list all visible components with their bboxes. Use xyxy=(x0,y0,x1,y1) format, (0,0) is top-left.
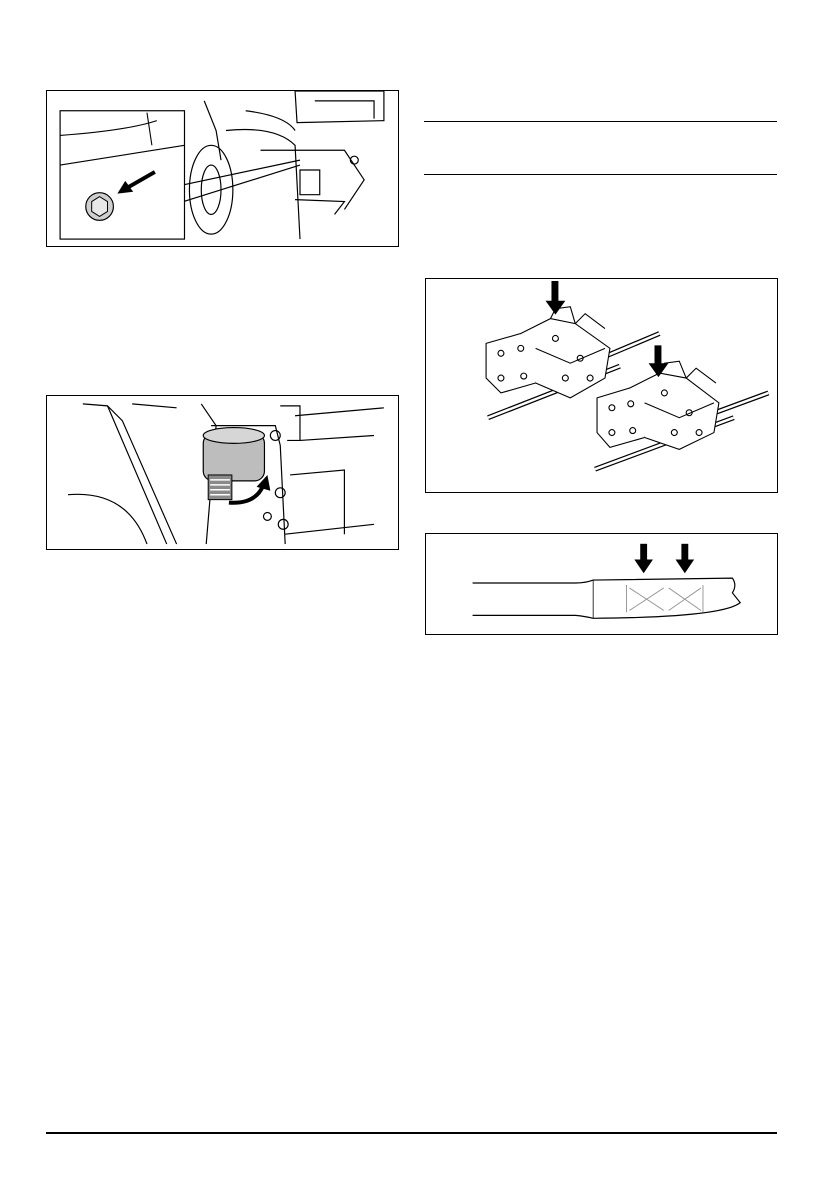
figure-transaxles xyxy=(425,278,778,493)
dipstick-blade-icon xyxy=(473,578,741,618)
drain-plug-illustration xyxy=(47,91,398,246)
figure-oil-filter xyxy=(46,395,399,550)
note-bottom-rule xyxy=(424,174,777,175)
dipstick-illustration xyxy=(426,534,777,634)
dipstick-level-marks-arrows-icon xyxy=(634,544,694,573)
dipstick-level-marks-icon xyxy=(627,585,703,612)
note-top-rule xyxy=(424,121,777,122)
figure-drain-plug xyxy=(46,90,399,247)
oil-filter-illustration xyxy=(47,396,398,549)
transaxles-illustration xyxy=(426,279,777,492)
transaxle-right-icon xyxy=(595,361,768,469)
oil-filter-canister-icon xyxy=(203,428,264,500)
transaxle-right-fill-arrow-icon xyxy=(649,345,669,377)
transaxle-left-fill-arrow-icon xyxy=(546,281,566,315)
figure-dipstick xyxy=(425,533,778,635)
drain-plug-bolt-icon xyxy=(86,193,114,221)
footer-rule xyxy=(46,1132,777,1134)
